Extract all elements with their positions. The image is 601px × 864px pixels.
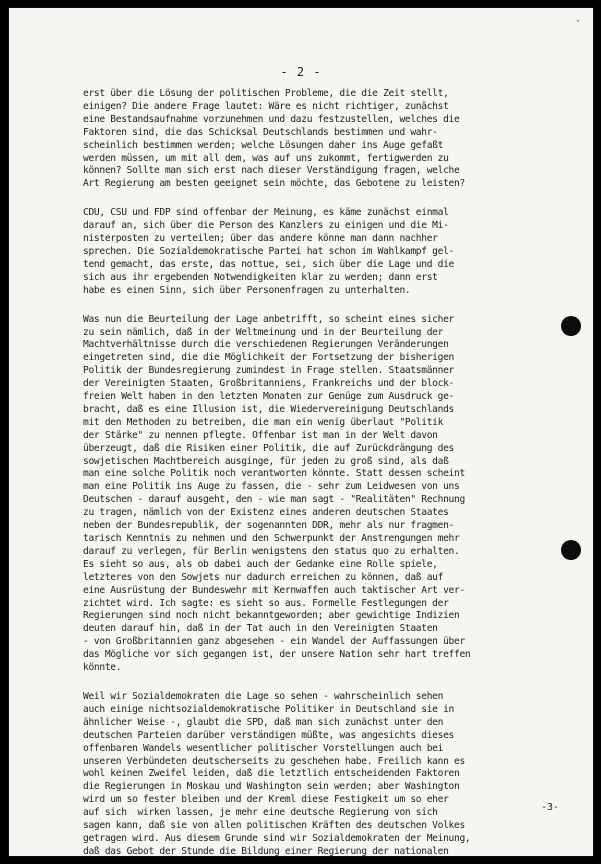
text-line: könnte. [83, 662, 122, 674]
text-line: Art Regierung am besten geeignet sein möchte, das Gebotene zu leisten? [83, 178, 465, 190]
paragraph [83, 88, 583, 191]
text-line: werden müssen, um mit all dem, was auf uns zukommt, fertigwerden zu [83, 152, 449, 164]
text-line: Deutschen - darauf ausgeht, den - wie man sagt - "Realitäten" Rechnung [83, 494, 465, 506]
corner-mark: · [574, 16, 581, 27]
body-text [83, 88, 583, 857]
text-line: die Regierungen in Moskau und Washington sein werden; aber Washington [83, 781, 460, 793]
text-line: man eine solche Politik noch verantworten könnte. Statt dessen scheint [83, 468, 465, 480]
text-line: letzteres von den Sowjets nur dadurch erreichen zu können, daß auf [83, 571, 444, 583]
document-page [8, 7, 594, 857]
text-line: einigen? Die andere Frage lautet: Wäre es nicht richtiger, zunächst [83, 100, 449, 112]
text-line: sprechen. Die Sozialdemokratische Partei hat schon im Wahlkampf gel- [83, 245, 455, 257]
text-line: offenbaren Wandels wesentlicher politischer Vorstellungen auch bei [83, 742, 444, 754]
text-line: das Mögliche vor sich gegangen ist, der unsere Nation sehr hart treffen [83, 649, 471, 661]
text-line: sowjetischen Machtbereich ausginge, für jeden zu groß sind, als daß [83, 455, 449, 467]
text-line: Weil wir Sozialdemokraten die Lage so sehen - wahrscheinlich sehen [83, 690, 444, 702]
text-line: wird um so fester bleiben und der Kreml diese Festigkeit um so eher [83, 794, 449, 806]
text-line: habe es einen Sinn, sich über Personenfragen zu unterhalten. [83, 284, 411, 296]
text-line: sagen kann, daß sie von allen politischen Kräften des deutschen Volkes [83, 820, 465, 832]
page-number: - 2 - [280, 65, 322, 79]
text-line: deutschen Parteien darüber verständigen müßte, was angesichts dieses [83, 729, 455, 741]
text-line: tarisch Kenntnis zu nehmen und den Schwerpunkt der Anstrengungen mehr [83, 533, 460, 544]
text-line: wohl keinen Zweifel leiden, daß die letztlich entscheidenden Faktoren [83, 768, 460, 780]
text-line: man eine Politik ins Auge zu fassen, die - sehr zum Leidwesen von uns [83, 481, 460, 493]
text-line: eine Bestandsaufnahme vorzunehmen und dazu festzustellen, welches die [83, 113, 460, 125]
text-line: sich aus ihr ergebenden Notwendigkeiten klar zu werden; dann erst [83, 271, 438, 283]
text-line: scheinlich bestimmen werden; welche Lösungen daher ins Auge gefaßt [83, 139, 444, 151]
text-line: eine Ausrüstung der Bundeswehr mit Kernwaffen auch taktischer Art ver- [83, 584, 465, 596]
text-line: Faktoren sind, die das Schicksal Deutschlands bestimmen und wahr- [83, 126, 438, 138]
text-line: CDU, CSU und FDP sind offenbar der Meinung, es käme zunächst einmal [83, 207, 449, 219]
text-line: darauf an, sich über die Person des Kanzlers zu einigen und die Mi- [83, 220, 449, 232]
text-line: daß das Gebot der Stunde die Bildung einer Regierung der nationalen [83, 845, 449, 857]
text-line: getragen wird. Aus diesem Grunde sind wir Sozialdemokraten der Meinung, [83, 832, 471, 844]
text-line: der Vereinigten Staaten, Großbritanniens, Frankreichs und der block- [83, 378, 455, 390]
text-line: überzeugt, daß die Risiken einer Politik, die auf Zurückdrängung des [83, 442, 455, 454]
paragraph [83, 691, 583, 857]
text-line: tend gemacht, das erste, das nottue, sei, sich über die Lage und die [83, 258, 455, 270]
text-line: können? Sollte man sich erst nach dieser Verständigung fragen, welche [83, 165, 460, 177]
text-line: auch einige nichtsozialdemokratische Politiker in Deutschland sie in [83, 703, 455, 715]
text-line: auf sich wirken lassen, je mehr eine deutsche Regierung von sich [83, 807, 438, 819]
text-line: Es sieht so aus, als ob dabei auch der Gedanke eine Rolle spiele, [83, 558, 438, 570]
text-line: ähnlicher Weise -, glaubt die SPD, daß man sich zunächst unter den [83, 716, 444, 728]
text-line: der Stärke" zu nennen pflegte. Offenbar ist man in der Welt davon [83, 429, 438, 441]
text-line: unseren Verbündeten deutscherseits zu geschehen habe. Freilich kann es [83, 755, 465, 767]
punch-hole [561, 316, 581, 336]
text-line: - von Großbritannien ganz abgesehen - ein Wandel der Auffassungen über [83, 636, 465, 648]
text-line: neben der Bundesrepublik, der sogenannten DDR, mehr als nur fragmen- [83, 520, 455, 532]
text-line: zichtet wird. Ich sagte: es sieht so aus. Formelle Festlegungen der [83, 597, 449, 609]
text-line: eingetreten sind, die die Möglichkeit der Fortsetzung der bisherigen [83, 352, 455, 364]
text-line: Politik der Bundesregierung zumindest in Frage stellen. Staatsmänner [83, 365, 455, 377]
continuation-marker: -3- [541, 802, 560, 813]
text-line: darauf zu verlegen, für Berlin wenigstens den status quo zu erhalten. [83, 545, 460, 557]
text-line: deuten darauf hin, daß in der Tat auch in den Vereinigten Staaten [83, 623, 438, 635]
text-line: freien Welt haben in den letzten Monaten zur Genüge zum Ausdruck ge- [83, 391, 455, 403]
text-line: zu sein nämlich, daß in der Weltmeinung und in der Beurteilung der [83, 326, 444, 338]
text-line: zu tragen, nämlich von der Existenz eines anderen deutschen Staates [83, 507, 449, 519]
text-line: Was nun die Beurteilung der Lage anbetrifft, so scheint eines sicher [83, 313, 455, 325]
text-line: mit den Methoden zu betreiben, die man ein wenig überlaut "Politik [83, 416, 444, 428]
text-line: Regierungen sind noch nicht bekanntgeworden; aber gewichtige Indizien [83, 610, 460, 622]
text-line: erst über die Lösung der politischen Probleme, die die Zeit stellt, [83, 88, 449, 99]
paragraph [83, 314, 583, 675]
text-line: nisterposten zu verteilen; über das andere könne man dann nachher [83, 233, 438, 245]
text-line: Machtverhältnisse durch die verschiedenen Regierungen Veränderungen [83, 339, 449, 351]
paragraph [83, 207, 583, 297]
text-line: bracht, daß es eine Illusion ist, die Wiedervereinigung Deutschlands [83, 403, 455, 415]
punch-hole [561, 540, 581, 560]
